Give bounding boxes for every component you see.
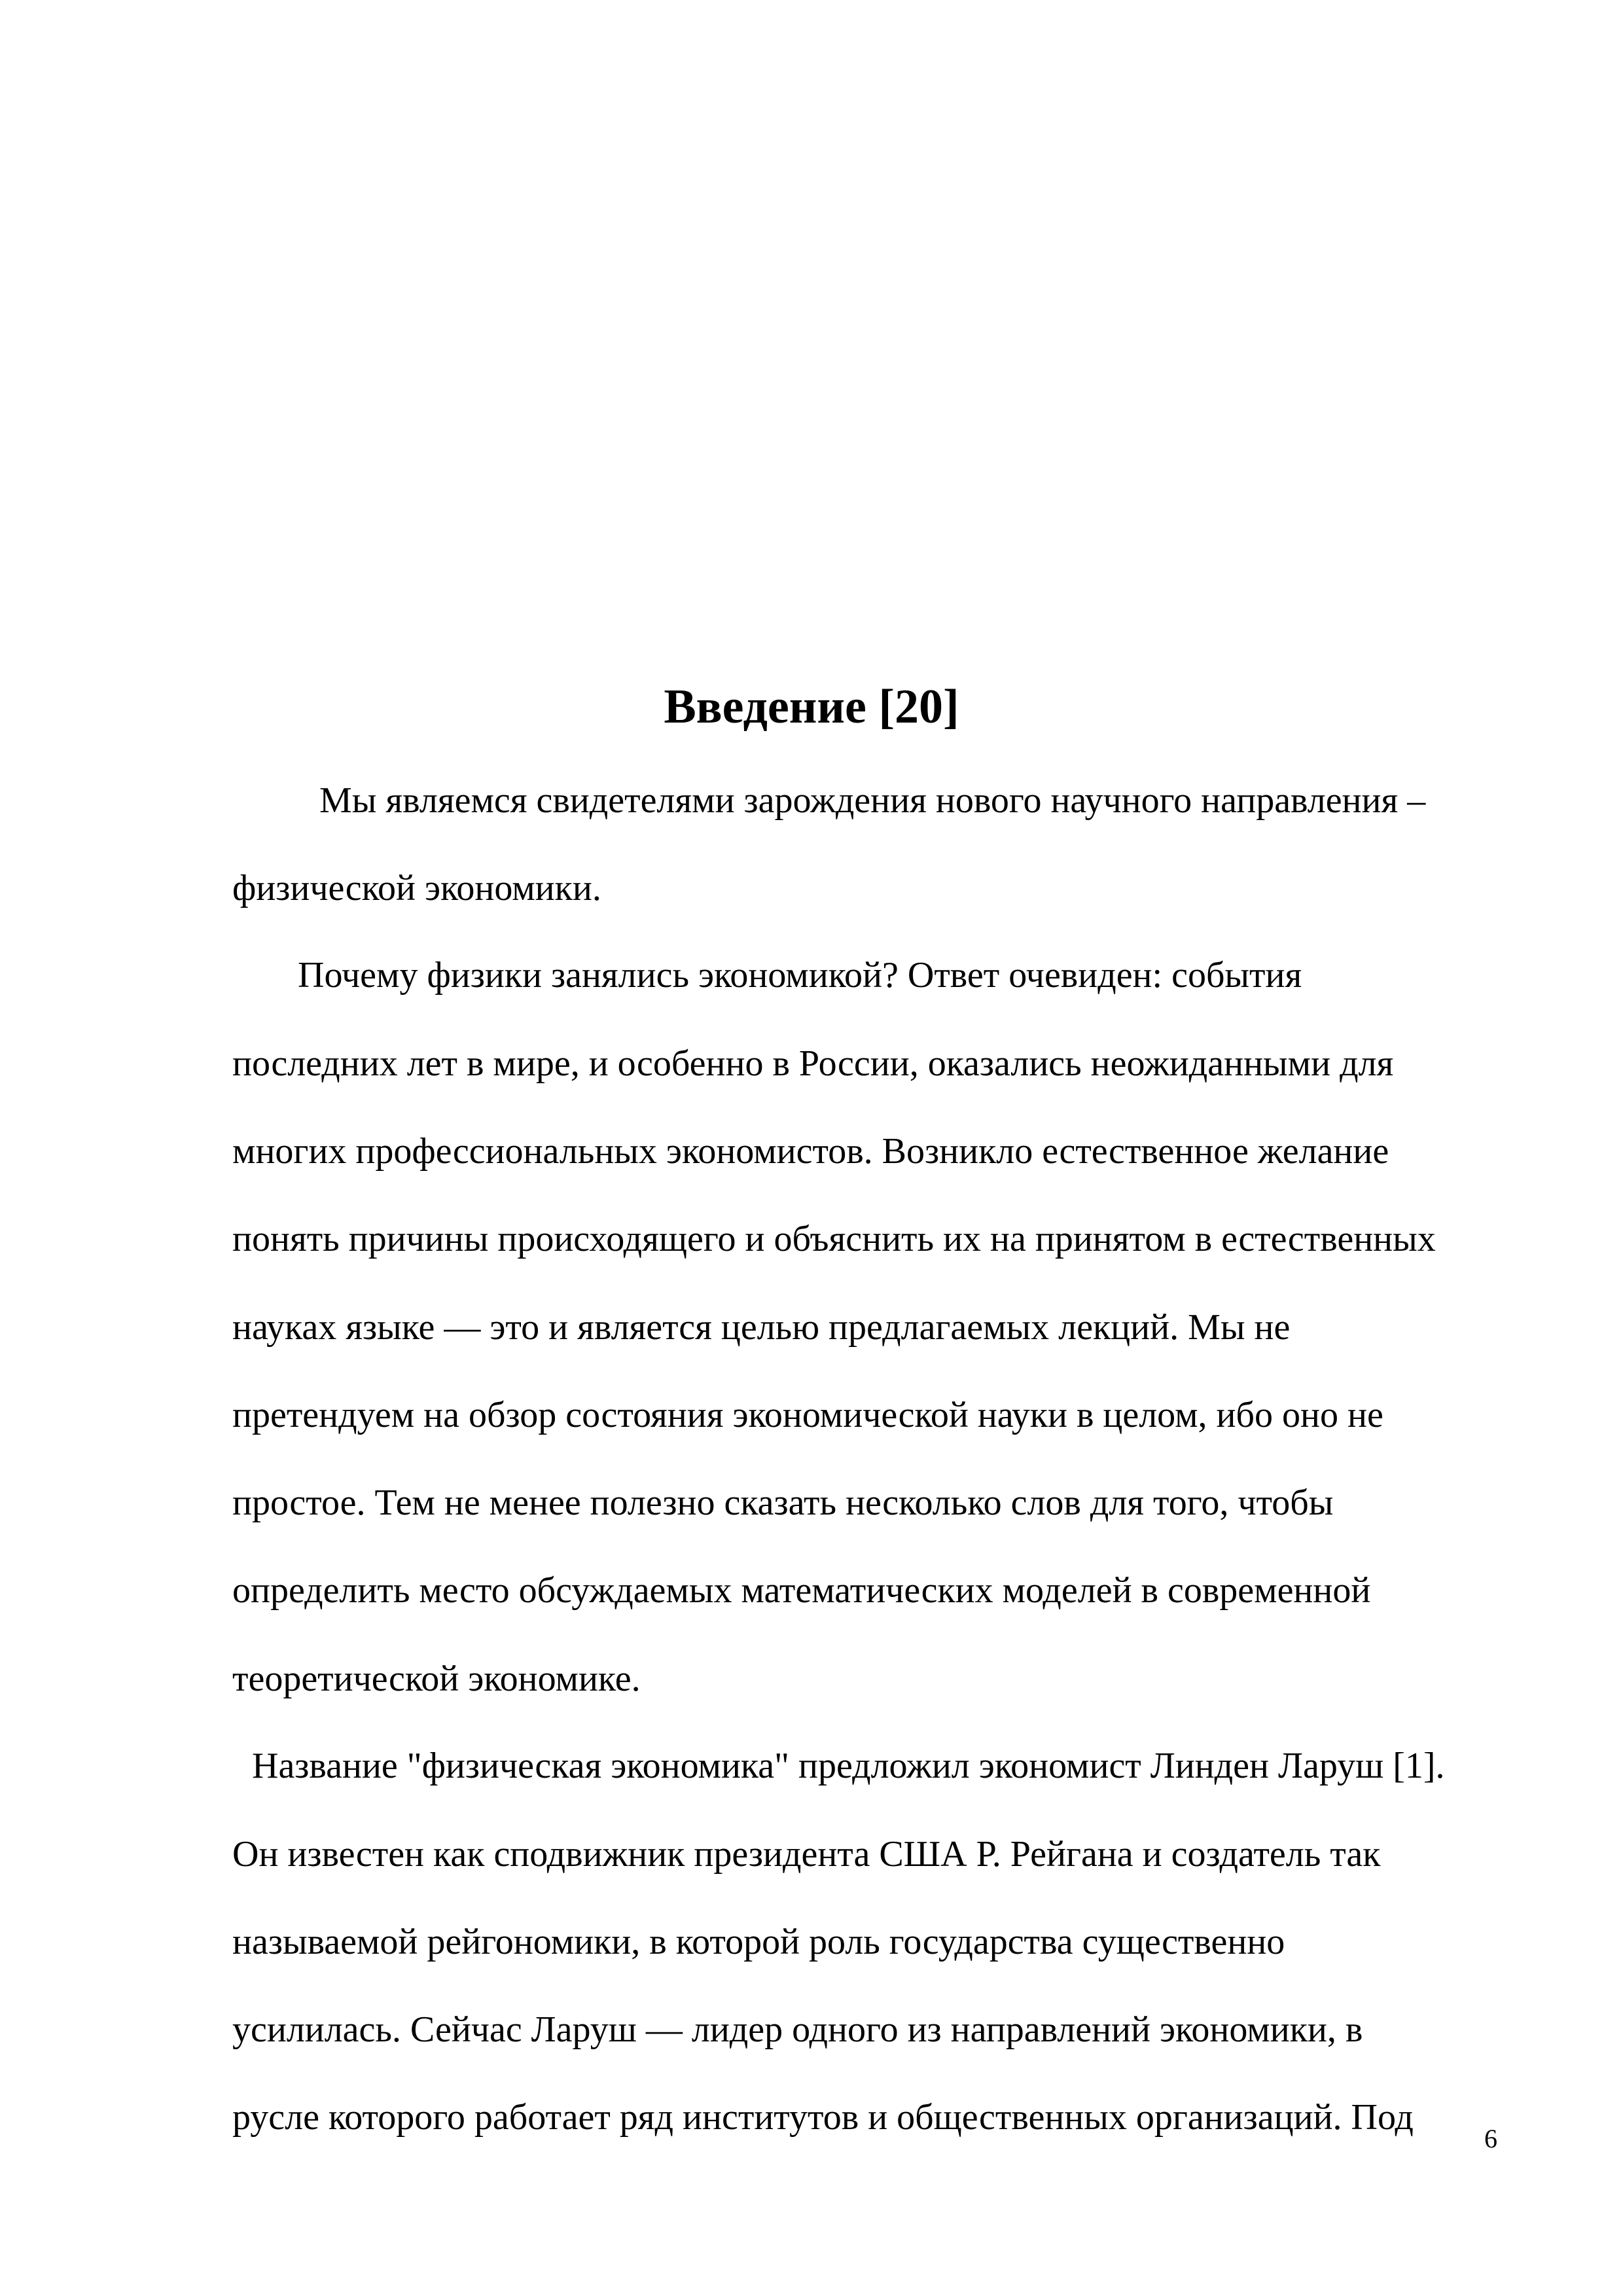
paragraph-line: Название "физическая экономика" предложил экономист Линден Ларуш [1]. [252,1746,1445,1786]
paragraph-line: многих профессиональных экономистов. Возникло естественное желание [232,1131,1389,1172]
paragraph-line: Он известен как сподвижник президента США Р. Рейгана и создатель так [232,1834,1381,1874]
section-heading: Введение [20] [664,680,959,734]
paragraph-line: простое. Тем не менее полезно сказать несколько слов для того, чтобы [232,1482,1334,1523]
paragraph-line: Мы являемся свидетелями зарождения нового научного направления – [319,780,1426,821]
paragraph-line: физической экономики. [232,868,601,908]
paragraph-line: Почему физики занялись экономикой? Ответ очевиден: события [298,955,1302,996]
page-number: 6 [1484,2124,1497,2153]
paragraph-line: понять причины происходящего и объяснить их на принятом в естественных [232,1219,1436,1259]
paragraph-line: русле которого работает ряд институтов и общественных организаций. Под [232,2097,1414,2138]
paragraph-line: последних лет в мире, и особенно в России, оказались неожиданными для [232,1043,1394,1084]
paragraph-line: теоретической экономике. [232,1659,641,1699]
paragraph-line: науках языке — это и является целью предлагаемых лекций. Мы не [232,1307,1291,1348]
paragraph-line: называемой рейгономики, в которой роль государства существенно [232,1922,1285,1962]
paragraph-line: претендуем на обзор состояния экономической науки в целом, ибо оно не [232,1395,1383,1435]
paragraph-line: усилилась. Сейчас Ларуш — лидер одного из направлений экономики, в [232,2009,1363,2050]
paragraph-line: определить место обсуждаемых математических моделей в современной [232,1570,1371,1611]
